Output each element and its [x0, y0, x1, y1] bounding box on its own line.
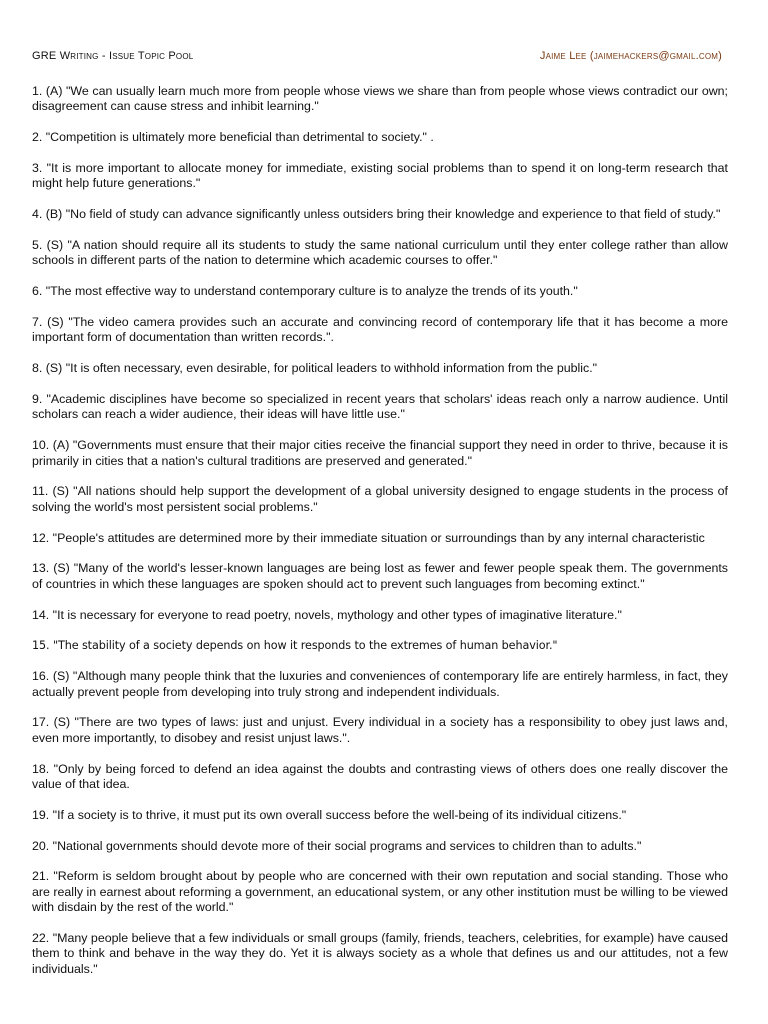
topic-item: 15. "The stability of a society depends on how it responds to the extremes of human behavior." — [32, 639, 558, 653]
topic-item: 14. "It is necessary for everyone to read poetry, novels, mythology and other types of imaginative literature." — [32, 607, 622, 622]
topic-item: 2. "Competition is ultimately more beneficial than detrimental to society." . — [32, 130, 434, 145]
topic-item: 5. (S) "A nation should require all its students to study the same national curriculum until they enter college rather than allow schools in different parts of the nation to determine which academic courses to offer." — [32, 238, 728, 268]
topic-item: 3. "It is more important to allocate money for immediate, existing social problems than to spend it on long-term research that might help future generations." — [32, 161, 728, 191]
topic-item: 22. "Many people believe that a few individuals or small groups (family, friends, teachers, celebrities, for example) have caused them to think and behave in the way they do. Yet it is always society as a whole that defines us and our attitudes, not a few individuals." — [32, 931, 728, 976]
topic-item: 6. "The most effective way to understand contemporary culture is to analyze the trends of its youth." — [32, 284, 578, 299]
topic-item: 18. "Only by being forced to defend an idea against the doubts and contrasting views of others does one really discover the value of that idea. — [32, 761, 728, 792]
topic-item: 21. "Reform is seldom brought about by people who are concerned with their own reputation and social standing. Those who are really in earnest about reforming a government, an educational system, or any other institution must be willing to be viewed with disdain by the rest of the world." — [32, 869, 728, 915]
topic-item: 20. "National governments should devote more of their social programs and services to children than to adults." — [32, 838, 642, 853]
topic-item: 10. (A) "Governments must ensure that their major cities receive the financial support they need in order to thrive, because it is primarily in cities that a nation's cultural traditions are preserved and generated." — [32, 438, 728, 468]
topic-item: 4. (B) "No field of study can advance significantly unless outsiders bring their knowledge and experience to that field of study." — [32, 207, 721, 222]
topic-item: 1. (A) "We can usually learn much more from people whose views we share than from people whose views contradict our own; disagreement can cause stress and inhibit learning." — [32, 84, 728, 114]
header-title: GRE Writing - Issue Topic Pool — [32, 50, 194, 62]
topic-item: 13. (S) "Many of the world's lesser-known languages are being lost as fewer and fewer people speak them. The governments of countries in which these languages are spoken should act to prevent such languages from becoming extinct." — [32, 561, 728, 591]
topic-item: 17. (S) "There are two types of laws: just and unjust. Every individual in a society has a responsibility to obey just laws and, even more importantly, to disobey and resist unjust laws.". — [32, 715, 728, 745]
topic-item: 19. "If a society is to thrive, it must put its own overall success before the well-being of its individual citizens." — [32, 807, 627, 822]
topic-item: 12. "People's attitudes are determined more by their immediate situation or surroundings than by any internal characteristic — [32, 530, 705, 545]
topic-item: 9. "Academic disciplines have become so specialized in recent years that scholars' ideas reach only a narrow audience. Until scholars can reach a wider audience, their ideas will have little use." — [32, 392, 728, 422]
topic-item: 7. (S) "The video camera provides such an accurate and convincing record of contemporary life that it has become a more important form of documentation than written records.". — [32, 315, 728, 345]
page-header — [32, 50, 722, 62]
topic-item: 8. (S) "It is often necessary, even desirable, for political leaders to withhold information from the public." — [32, 361, 598, 376]
header-author: Jaime Lee (jaimehackers@gmail.com) — [539, 50, 722, 62]
topic-item: 11. (S) "All nations should help support the development of a global university designed to engage students in the process of solving the world's most persistent social problems." — [32, 484, 728, 514]
topic-item: 16. (S) "Although many people think that the luxuries and conveniences of contemporary life are entirely harmless, in fact, they actually prevent people from developing into truly strong and independent individuals. — [32, 669, 728, 699]
topic-list — [32, 84, 728, 993]
